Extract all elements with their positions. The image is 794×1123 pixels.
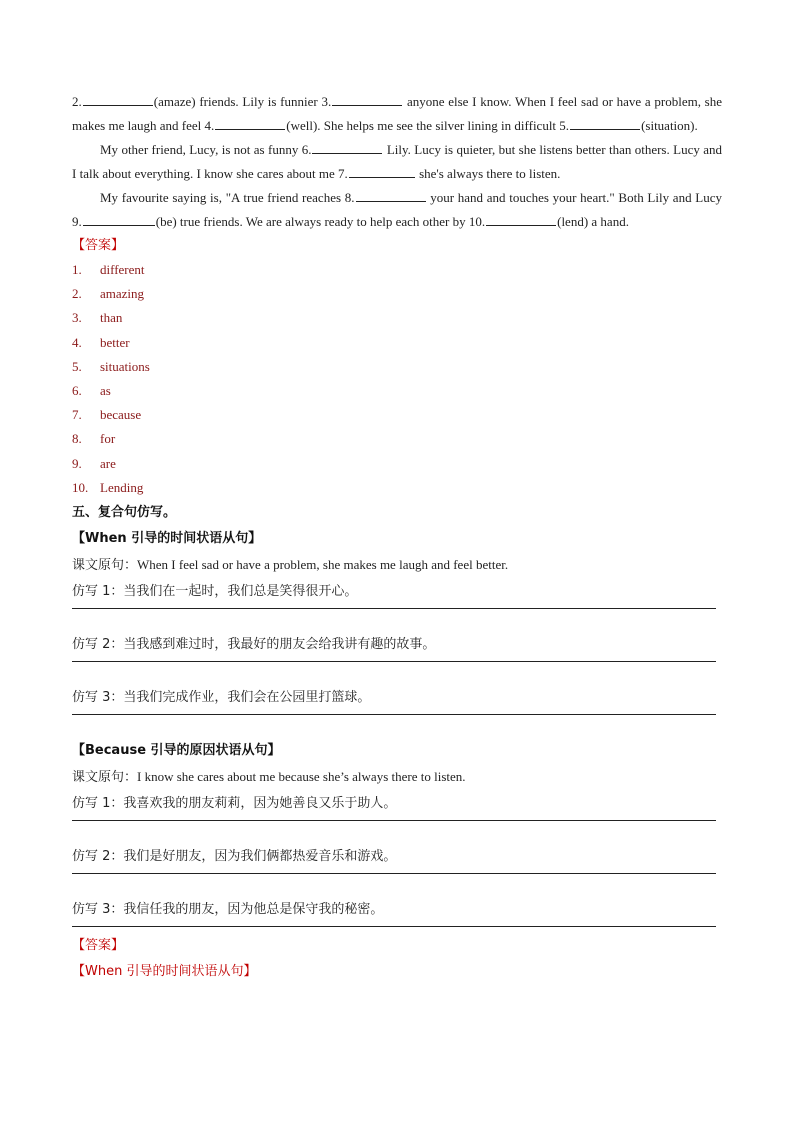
- answer-item: 1. different: [72, 262, 145, 277]
- because-answer-line-2[interactable]: [72, 872, 716, 874]
- blank-2[interactable]: [83, 91, 153, 106]
- when-answer-line-3[interactable]: [72, 713, 716, 715]
- because-practice-3: 仿写 3：我信任我的朋友，因为他总是保守我的秘密。: [72, 902, 384, 918]
- when-answers-subheading: 【When 引导的时间状语从句】: [72, 964, 257, 980]
- answers-heading-2: 【答案】: [72, 938, 125, 954]
- because-answer-line-3[interactable]: [72, 925, 716, 927]
- answer-item: 9. are: [72, 455, 116, 471]
- blank-3[interactable]: [332, 91, 402, 106]
- answer-item: 2. amazing: [72, 286, 145, 302]
- when-answer-line-1[interactable]: [72, 607, 716, 609]
- answer-item: 10. Lending: [72, 479, 144, 495]
- blank-7[interactable]: [349, 163, 415, 178]
- when-practice-1: 仿写 1：当我们在一起时，我们总是笑得很开心。: [72, 584, 358, 600]
- blank-4[interactable]: [215, 115, 285, 130]
- when-practice-3: 仿写 3：当我们完成作业，我们会在公园里打篮球。: [72, 690, 371, 706]
- blank-10[interactable]: [486, 211, 556, 226]
- when-practice-2: 仿写 2：当我感到难过时，我最好的朋友会给我讲有趣的故事。: [72, 637, 436, 653]
- blank-8[interactable]: [356, 187, 426, 202]
- because-answer-line-1[interactable]: [72, 819, 716, 821]
- blank-9[interactable]: [83, 211, 155, 226]
- passage-paragraph-1: 2. (amaze) friends. Lily is funnier 3. anyone else I know. When I feel sad or have a problem, she makes me laugh and feel 4. (well). She helps me see the silver lining in difficult 5. (situation).: [72, 90, 722, 138]
- because-original-sentence: 课文原句：I know she cares about me because she’s always there to listen.: [72, 769, 466, 786]
- passage-paragraph-3: My favourite saying is, "A true friend reaches 8. your hand and touches your heart." Both Lily and Lucy 9. (be) true friends. We are always ready to help each other by 10. (lend) a hand.: [72, 186, 722, 234]
- blank-5[interactable]: [570, 115, 640, 130]
- answer-item: 3. than: [72, 310, 123, 326]
- answers-list: [72, 258, 722, 500]
- answer-item: 6. as: [72, 383, 111, 399]
- section-5-title: 五、复合句仿写。: [72, 505, 177, 521]
- because-practice-1: 仿写 1：我喜欢我的朋友莉莉，因为她善良又乐于助人。: [72, 796, 397, 812]
- when-clause-heading: 【When 引导的时间状语从句】: [72, 531, 262, 547]
- answers-heading: 【答案】: [72, 238, 125, 253]
- because-clause-heading: 【Because 引导的原因状语从句】: [72, 743, 281, 759]
- when-answer-line-2[interactable]: [72, 660, 716, 662]
- because-practice-2: 仿写 2：我们是好朋友，因为我们俩都热爱音乐和游戏。: [72, 849, 397, 865]
- answer-item: 8. for: [72, 431, 116, 447]
- passage-paragraph-2: My other friend, Lucy, is not as funny 6. Lily. Lucy is quieter, but she listens better than others. Lucy and I talk about everything. I know she cares about me 7. she's always there to listen.: [72, 138, 722, 186]
- answer-item: 5. situations: [72, 358, 150, 374]
- worksheet-page: [72, 90, 722, 985]
- blank-number-2: 2.: [72, 94, 82, 109]
- blank-6[interactable]: [312, 139, 382, 154]
- answer-item: 4. better: [72, 334, 130, 350]
- when-original-sentence: 课文原句：When I feel sad or have a problem, she makes me laugh and feel better.: [72, 557, 509, 574]
- answer-item: 7. because: [72, 407, 142, 423]
